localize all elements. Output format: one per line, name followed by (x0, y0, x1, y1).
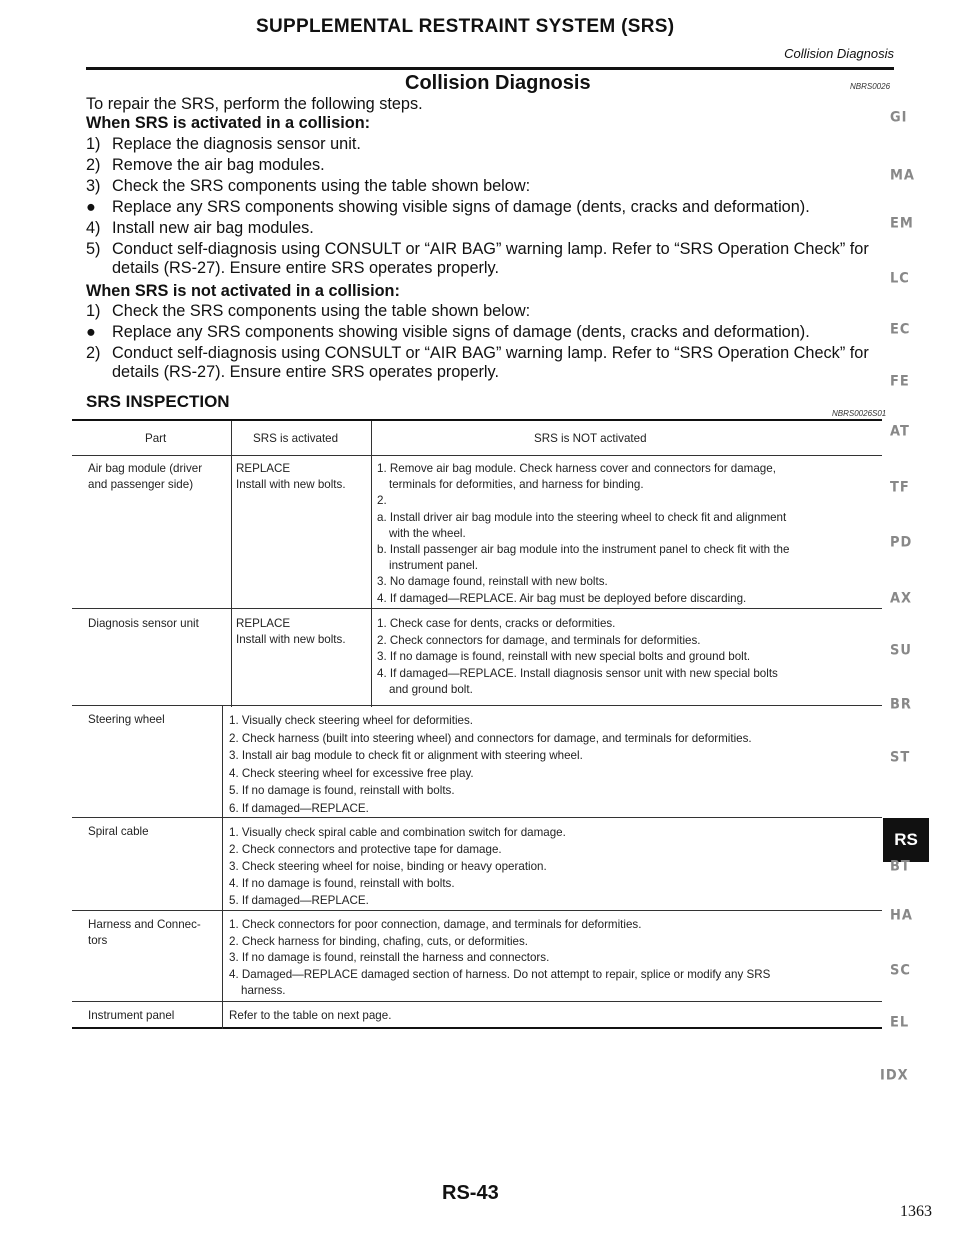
table-header-not-activated: SRS is NOT activated (534, 432, 647, 445)
side-tab-ec[interactable]: EC (890, 321, 911, 338)
inspection-title: SRS INSPECTION (86, 392, 230, 411)
side-tab-st[interactable]: ST (890, 749, 911, 766)
table-rule (72, 1001, 882, 1002)
section-ref: NBRS0026 (850, 82, 891, 91)
table-cell-part: Spiral cable (88, 825, 149, 838)
table-col-rule (231, 421, 232, 707)
side-tab-gi[interactable]: GI (890, 109, 908, 126)
side-tab-ha[interactable]: HA (890, 907, 913, 924)
header-rule (86, 67, 894, 70)
table-cell-merged: 1. Visually check spiral cable and combination switch for damage. 2. Check connectors and protective tape for damage. 3. Check steering wheel for noise, binding or heavy operation. 4. If no damage is found, reinstall with bolts. 5. If damaged—REPLACE. (229, 826, 566, 907)
table-cell-merged: Refer to the table on next page. (229, 1009, 392, 1022)
step: 4) Install new air bag modules. (86, 219, 314, 237)
table-rule (72, 910, 882, 911)
page-header-title: SUPPLEMENTAL RESTRAINT SYSTEM (SRS) (256, 16, 675, 37)
side-tab-bt[interactable]: BT (890, 858, 911, 875)
table-col-rule (371, 421, 372, 707)
table-cell-part: Instrument panel (88, 1009, 175, 1022)
page-header-subtitle: Collision Diagnosis (784, 46, 894, 61)
table-col-rule (222, 705, 223, 1029)
sheet-number: 1363 (900, 1203, 932, 1220)
table-cell-part: Diagnosis sensor unit (88, 617, 199, 630)
step: 2) Remove the air bag modules. (86, 156, 325, 174)
side-tab-lc[interactable]: LC (890, 270, 910, 287)
side-tab-el[interactable]: EL (890, 1014, 910, 1031)
table-top-rule (72, 419, 882, 421)
side-tab-em[interactable]: EM (890, 215, 914, 232)
step-continued: details (RS-27). Ensure entire SRS operates properly. (112, 259, 500, 277)
table-cell-not-activated: 1. Remove air bag module. Check harness cover and connectors for damage, terminals for deformities, and harness for binding. 2. a. Install driver air bag module into the steering wheel to check fit and alignment with the wheel. b. Install passenger air bag module into the instrument panel to check fit with the instrument panel. 3. No damage found, reinstall with new bolts. 4. If damaged—REPLACE. Air bag must be deployed before discarding. (377, 462, 790, 605)
inspection-ref: NBRS0026S01 (832, 409, 887, 418)
table-rule (72, 608, 882, 609)
table-cell-part: Steering wheel (88, 713, 165, 726)
side-tab-sc[interactable]: SC (890, 962, 911, 979)
not-activated-heading: When SRS is not activated in a collision: (86, 282, 400, 300)
step: ● Replace any SRS components showing visible signs of damage (dents, cracks and deformation). (86, 323, 810, 341)
intro-text: To repair the SRS, perform the following steps. (86, 95, 423, 113)
section-title: Collision Diagnosis (405, 72, 591, 94)
table-cell-activated: REPLACE Install with new bolts. (236, 617, 346, 646)
side-tab-ma[interactable]: MA (890, 167, 915, 184)
table-bottom-rule (72, 1027, 882, 1029)
step-continued: details (RS-27). Ensure entire SRS operates properly. (112, 363, 500, 381)
step: 5) Conduct self-diagnosis using CONSULT or “AIR BAG” warning lamp. Refer to “SRS Operation Check” for (86, 240, 869, 258)
table-cell-merged: 1. Visually check steering wheel for deformities. 2. Check harness (built into steering wheel) and connectors for damage, and terminals for deformities. 3. Install air bag module to check fit or alignment with steering wheel. 4. Check steering wheel for excessive free play. 5. If no damage is found, reinstall with bolts. 6. If damaged—REPLACE. (229, 714, 752, 815)
side-tab-at[interactable]: AT (890, 423, 910, 440)
side-tab-su[interactable]: SU (890, 642, 912, 659)
step: 1) Check the SRS components using the table shown below: (86, 302, 531, 320)
table-rule (72, 455, 882, 456)
instructions (86, 94, 886, 394)
table-cell-activated: REPLACE Install with new bolts. (236, 462, 346, 491)
side-tab-br[interactable]: BR (890, 696, 912, 713)
step: 2) Conduct self-diagnosis using CONSULT or “AIR BAG” warning lamp. Refer to “SRS Operation Check” for (86, 344, 869, 362)
table-header-activated: SRS is activated (253, 432, 339, 445)
table-cell-not-activated: 1. Check case for dents, cracks or deformities. 2. Check connectors for damage, and terminals for deformities. 3. If no damage is found, reinstall with new special bolts and ground bolt. 4. If damaged—REPLACE. Install diagnosis sensor unit with new special bolts and ground bolt. (377, 617, 778, 696)
step: 3) Check the SRS components using the table shown below: (86, 177, 531, 195)
table-cell-merged: 1. Check connectors for poor connection, damage, and terminals for deformities. 2. Check harness for binding, chafing, cuts, or deformities. 3. If no damage is found, reinstall the harness and connectors. 4. Damaged—REPLACE damaged section of harness. Do not attempt to repair, splice or modify any SRS harness. (229, 918, 771, 997)
side-tab-idx[interactable]: IDX (880, 1067, 909, 1084)
side-tab-tf[interactable]: TF (890, 479, 910, 496)
step: ● Replace any SRS components showing visible signs of damage (dents, cracks and deformation). (86, 198, 810, 216)
table-cell-part: Harness and Connec- tors (88, 918, 201, 947)
table-rule (72, 817, 882, 818)
side-tab-ax[interactable]: AX (890, 590, 913, 607)
step: 1) Replace the diagnosis sensor unit. (86, 135, 361, 153)
table-cell-part: Air bag module (driver and passenger side) (88, 462, 203, 491)
table-rule (72, 705, 882, 706)
table-header-part: Part (145, 432, 167, 445)
page-number: RS-43 (442, 1182, 499, 1204)
side-tab-rs-active[interactable]: RS (883, 818, 929, 862)
activated-heading: When SRS is activated in a collision: (86, 114, 371, 132)
side-tab-pd[interactable]: PD (890, 534, 913, 551)
side-tab-fe[interactable]: FE (890, 373, 910, 390)
